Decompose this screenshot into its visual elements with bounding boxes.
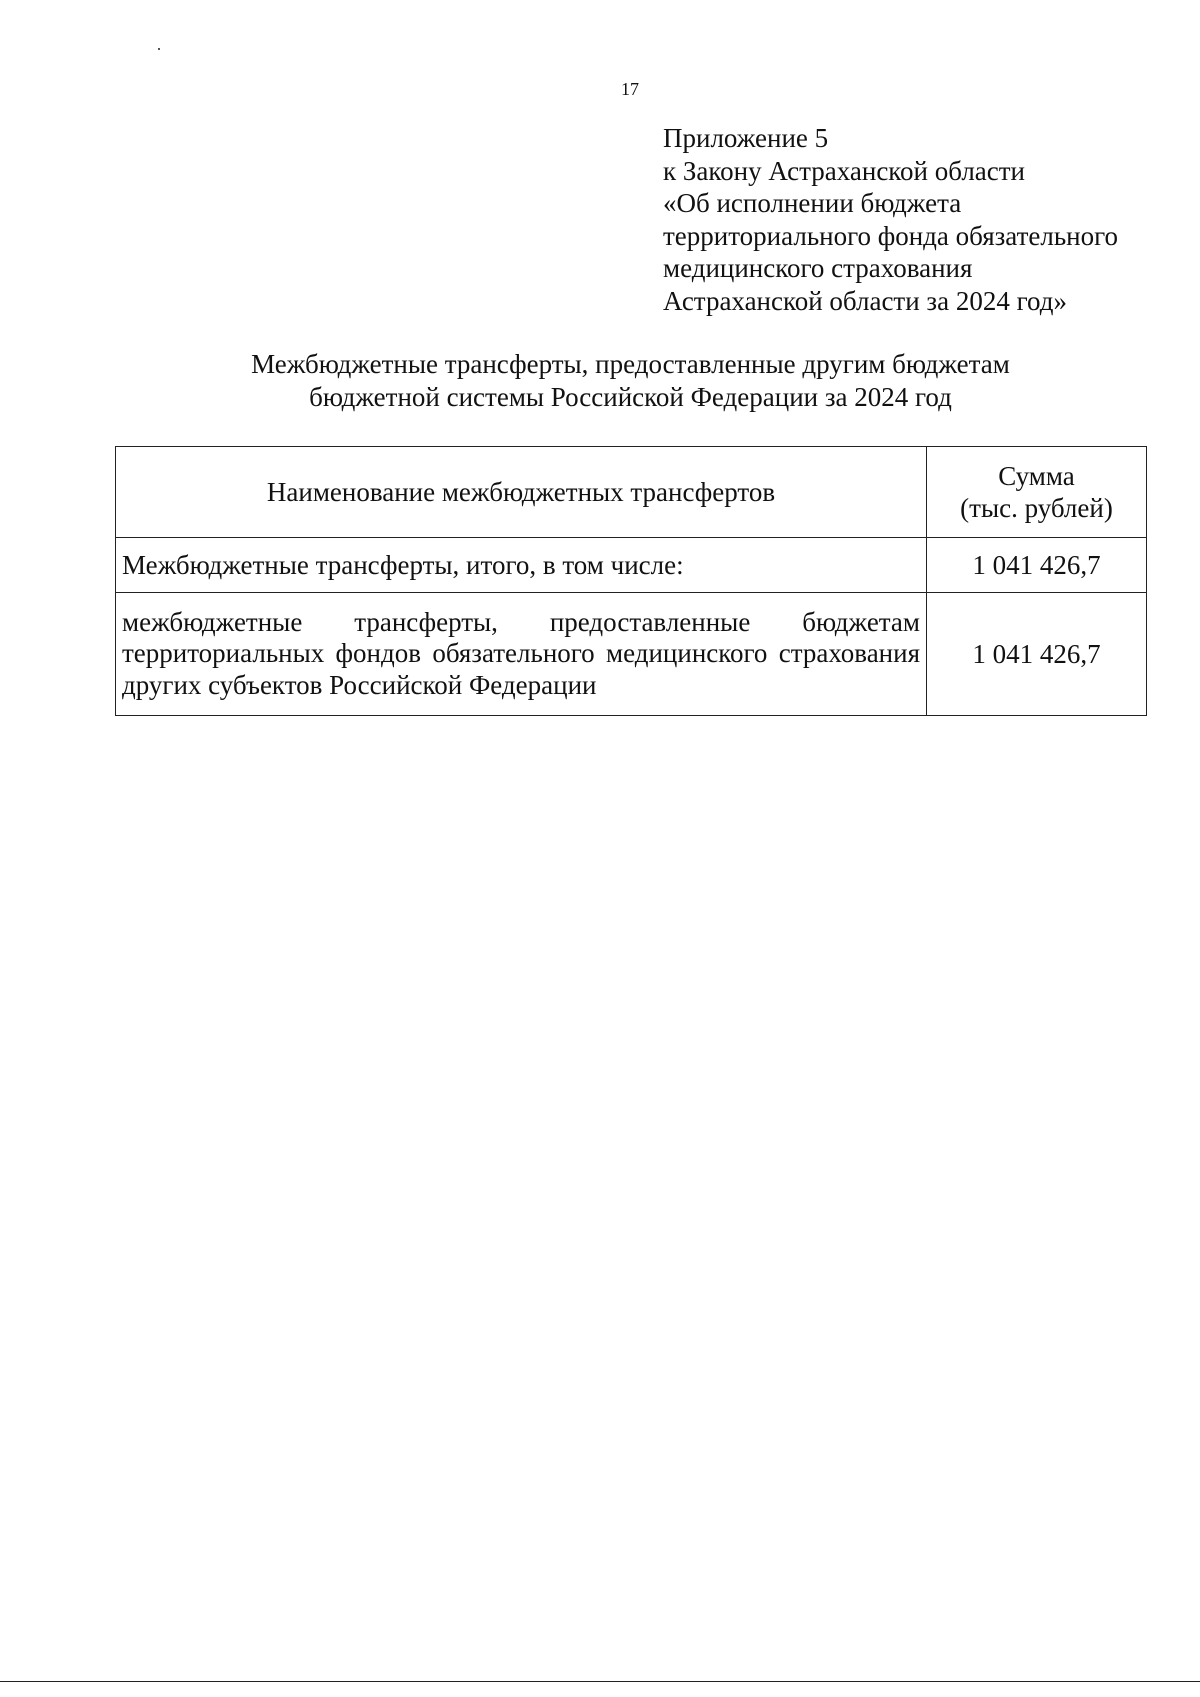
title-line: бюджетной системы Российской Федерации за 2024 год <box>309 382 952 412</box>
header-name-cell: Наименование межбюджетных трансфертов <box>116 447 927 538</box>
header-sum-label: Сумма <box>998 461 1075 491</box>
header-sum-cell <box>927 447 1147 538</box>
header-sum-unit: (тыс. рублей) <box>960 493 1113 523</box>
appendix-line: Астраханской области за 2024 год» <box>663 285 1067 316</box>
scan-speck <box>158 48 160 50</box>
document-title <box>115 348 1146 414</box>
table-row <box>116 538 1147 593</box>
row-sum-cell: 1 041 426,7 <box>927 593 1147 716</box>
appendix-line: территориального фонда обязательного <box>663 220 1119 251</box>
row-name-cell: межбюджетные трансферты, предоставленные бюджетам территориальных фондов обязательного медицинского страхования других субъектов Российской Федерации <box>116 593 927 716</box>
appendix-line: «Об исполнении бюджета <box>663 188 962 218</box>
table-row <box>116 593 1147 716</box>
title-line: Межбюджетные трансферты, предоставленные другим бюджетам <box>251 349 1010 379</box>
transfers-table <box>115 446 1147 716</box>
appendix-line: медицинского страхования <box>663 253 973 283</box>
row-sum-cell: 1 041 426,7 <box>927 538 1147 593</box>
page-number: 17 <box>621 79 639 99</box>
row-name-cell: Межбюджетные трансферты, итого, в том числе: <box>116 538 927 593</box>
appendix-line: к Закону Астраханской области <box>663 155 1026 186</box>
appendix-line: Приложение 5 <box>663 123 829 153</box>
footer-divider <box>0 1681 1200 1682</box>
table-header-row <box>116 447 1147 538</box>
appendix-reference <box>663 122 1118 317</box>
